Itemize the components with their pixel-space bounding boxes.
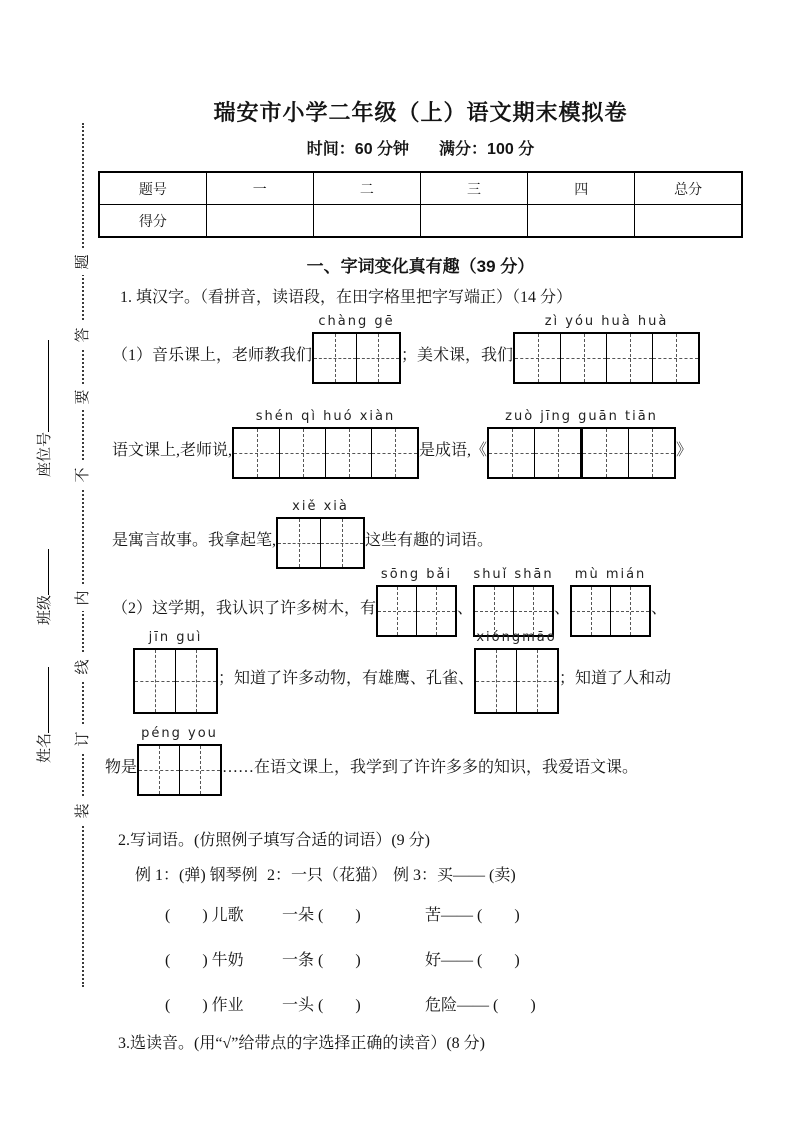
q2-example-1: 例 1：(弹) 钢琴例 xyxy=(135,867,258,884)
answer-grid[interactable] xyxy=(276,517,365,569)
q2-blank-item[interactable]: 好—— ( ) xyxy=(425,952,520,969)
q3-heading: 3.选读音。(用“√”给带点的字选择正确的读音）(8 分) xyxy=(118,1035,485,1052)
q1-line-1 xyxy=(112,314,700,384)
q1-text: ；美术课，我们 xyxy=(401,347,514,364)
q1-text: 、 xyxy=(651,600,668,617)
q2-row-2 xyxy=(165,947,520,970)
exam-info xyxy=(98,136,743,159)
tianzige-cell[interactable] xyxy=(371,429,417,477)
q1-text: 》 xyxy=(676,442,693,459)
tianzige-cell[interactable] xyxy=(516,650,557,712)
score-table-header: 一 xyxy=(206,172,313,205)
binding-char: 装 xyxy=(70,798,96,824)
q2-blank-item[interactable]: 一朵 ( ) xyxy=(282,907,361,924)
q1-text: 、 xyxy=(457,600,474,617)
answer-grid[interactable] xyxy=(513,332,700,384)
pinyin-shen-qi-huo-xian: shén qì huó xiàn xyxy=(255,409,396,424)
tianzige-cell[interactable] xyxy=(628,429,674,477)
q2-blank-item[interactable]: 一条 ( ) xyxy=(282,952,361,969)
class-text: 班级 xyxy=(37,594,53,625)
tianzige-cell[interactable] xyxy=(580,429,628,477)
q1-line-2 xyxy=(112,409,692,479)
page-title: 瑞安市小学二年级（上）语文期末模拟卷 xyxy=(213,100,628,125)
q2-row-1 xyxy=(165,902,520,925)
tianzige-chang-ge xyxy=(312,314,401,384)
pinyin-xiong-mao: xióngmāo xyxy=(476,630,557,645)
score-cell-empty[interactable] xyxy=(528,205,635,238)
tianzige-cell[interactable] xyxy=(378,587,416,635)
score-cell-empty[interactable] xyxy=(420,205,527,238)
full-score: 满分：100 分 xyxy=(439,141,535,158)
tianzige-cell[interactable] xyxy=(416,587,455,635)
q2-blank-item[interactable]: 一头 ( ) xyxy=(282,997,361,1014)
q1-line-5 xyxy=(133,630,671,714)
tianzige-cell[interactable] xyxy=(139,746,179,794)
tianzige-cell[interactable] xyxy=(606,334,652,382)
pinyin-zuo-jing-guan-tian: zuò jīng guān tiān xyxy=(505,409,658,424)
tianzige-cell[interactable] xyxy=(475,587,513,635)
score-cell-empty[interactable] xyxy=(313,205,420,238)
tianzige-cell[interactable] xyxy=(652,334,698,382)
q2-blank-item[interactable]: 危险—— ( ) xyxy=(425,997,536,1014)
pinyin-jin-gui: jīn guì xyxy=(148,630,203,645)
tianzige-shen-qi-huo-xian xyxy=(232,409,419,479)
tianzige-song-bai xyxy=(376,567,457,637)
q2-blank-item[interactable]: ( ) 作业 xyxy=(165,997,244,1014)
score-table-header: 四 xyxy=(528,172,635,205)
name-text: 姓名 xyxy=(37,732,53,763)
tianzige-cell[interactable] xyxy=(476,650,516,712)
q2-blank-item[interactable]: 苦—— ( ) xyxy=(425,907,520,924)
answer-grid[interactable] xyxy=(474,648,559,714)
section-1-heading: 一、字词变化真有趣（39 分） xyxy=(306,257,535,276)
pinyin-zi-you-hua-hua: zì yóu huà huà xyxy=(544,314,669,329)
answer-grid[interactable] xyxy=(137,744,222,796)
tianzige-cell[interactable] xyxy=(515,334,560,382)
score-row-label: 得分 xyxy=(99,205,206,238)
tianzige-cell[interactable] xyxy=(279,429,325,477)
tianzige-cell[interactable] xyxy=(320,519,363,567)
pinyin-song-bai: sōng bǎi xyxy=(380,567,453,582)
name-label xyxy=(31,667,57,763)
tianzige-shui-shan xyxy=(473,567,554,637)
class-label xyxy=(31,549,57,625)
q1-text: 是成语,《 xyxy=(419,442,488,459)
score-table-header: 总分 xyxy=(635,172,742,205)
tianzige-cell[interactable] xyxy=(135,650,175,712)
tianzige-cell[interactable] xyxy=(489,429,534,477)
score-cell-empty[interactable] xyxy=(635,205,742,238)
tianzige-cell[interactable] xyxy=(560,334,606,382)
tianzige-cell[interactable] xyxy=(179,746,220,794)
binding-char: 题 xyxy=(70,249,96,275)
tianzige-cell[interactable] xyxy=(513,587,552,635)
q2-blank-item[interactable]: ( ) 牛奶 xyxy=(165,952,244,969)
tianzige-cell[interactable] xyxy=(175,650,216,712)
tianzige-jin-gui xyxy=(133,630,218,714)
tianzige-cell[interactable] xyxy=(534,429,580,477)
q2-example-2: 2：一只（花猫） xyxy=(267,867,388,884)
tianzige-peng-you xyxy=(137,726,222,796)
score-cell-empty[interactable] xyxy=(206,205,313,238)
tianzige-mu-mian xyxy=(570,567,651,637)
q2-example-3: 例 3：买—— (卖) xyxy=(393,867,516,884)
binding-char: 内 xyxy=(70,585,96,611)
binding-char: 线 xyxy=(70,654,96,680)
answer-grid[interactable] xyxy=(312,332,401,384)
binding-char: 答 xyxy=(70,322,96,348)
q1-line-6 xyxy=(105,726,638,796)
tianzige-xiong-mao xyxy=(474,630,559,714)
q1-heading: 1. 填汉字。（看拼音，读语段，在田字格里把字写端正）（14 分） xyxy=(120,289,573,306)
tianzige-cell[interactable] xyxy=(325,429,371,477)
q2-row-3 xyxy=(165,992,536,1015)
pinyin-xie-xia: xiě xià xyxy=(292,499,349,514)
score-table-score-row xyxy=(99,205,742,238)
pinyin-chang-ge: chàng gē xyxy=(318,314,395,329)
pinyin-shui-shan: shuǐ shān xyxy=(473,567,554,582)
score-table-header: 三 xyxy=(420,172,527,205)
seat-number-text: 座位号 xyxy=(37,431,53,477)
q1-text: 语文课上,老师说, xyxy=(112,442,233,459)
answer-grid[interactable] xyxy=(487,427,676,479)
score-table-header-row xyxy=(99,172,742,205)
tianzige-zuo-jing-guan-tian xyxy=(487,409,676,479)
score-table-header: 二 xyxy=(313,172,420,205)
q1-text: 、 xyxy=(554,600,571,617)
q1-line-3 xyxy=(112,499,493,569)
q1-text: ；知道了人和动 xyxy=(559,670,672,687)
q2-heading: 2.写词语。(仿照例子填写合适的词语）(9 分) xyxy=(118,832,430,849)
q1-text: ……在语文课上，我学到了许许多多的知识，我爱语文课。 xyxy=(222,759,639,776)
pinyin-mu-mian: mù mián xyxy=(574,567,647,582)
name-blank[interactable] xyxy=(31,667,49,733)
binding-char: 订 xyxy=(70,726,96,752)
seat-number-blank[interactable] xyxy=(31,340,49,432)
seat-number-label xyxy=(31,340,57,477)
q1-text: 是寓言故事。我拿起笔, xyxy=(112,532,277,549)
score-table-header: 题号 xyxy=(99,172,206,205)
tianzige-cell[interactable] xyxy=(234,429,279,477)
tianzige-cell[interactable] xyxy=(278,519,320,567)
tianzige-xie-xia xyxy=(276,499,365,569)
tianzige-cell[interactable] xyxy=(356,334,399,382)
q2-example-row xyxy=(135,862,516,885)
binding-char: 要 xyxy=(70,384,96,410)
class-blank[interactable] xyxy=(31,549,49,595)
q1-text: 这些有趣的词语。 xyxy=(365,532,494,549)
time-limit: 时间：60 分钟 xyxy=(306,141,410,158)
tianzige-cell[interactable] xyxy=(314,334,356,382)
answer-grid[interactable] xyxy=(232,427,419,479)
answer-grid[interactable] xyxy=(133,648,218,714)
tianzige-cell[interactable] xyxy=(610,587,649,635)
pinyin-peng-you: péng you xyxy=(141,726,218,741)
q1-text: ；知道了许多动物，有雄鹰、孔雀、 xyxy=(218,670,475,687)
q1-line-4 xyxy=(112,567,667,637)
binding-char: 不 xyxy=(70,462,96,488)
q1-text: （2）这学期，我认识了许多树木，有 xyxy=(112,600,377,617)
tianzige-zi-you-hua-hua xyxy=(513,314,700,384)
q1-text: （1）音乐课上，老师教我们 xyxy=(112,347,313,364)
q2-blank-item[interactable]: ( ) 儿歌 xyxy=(165,907,244,924)
q1-text: 物是 xyxy=(105,759,138,776)
tianzige-cell[interactable] xyxy=(572,587,610,635)
score-table xyxy=(98,171,743,238)
